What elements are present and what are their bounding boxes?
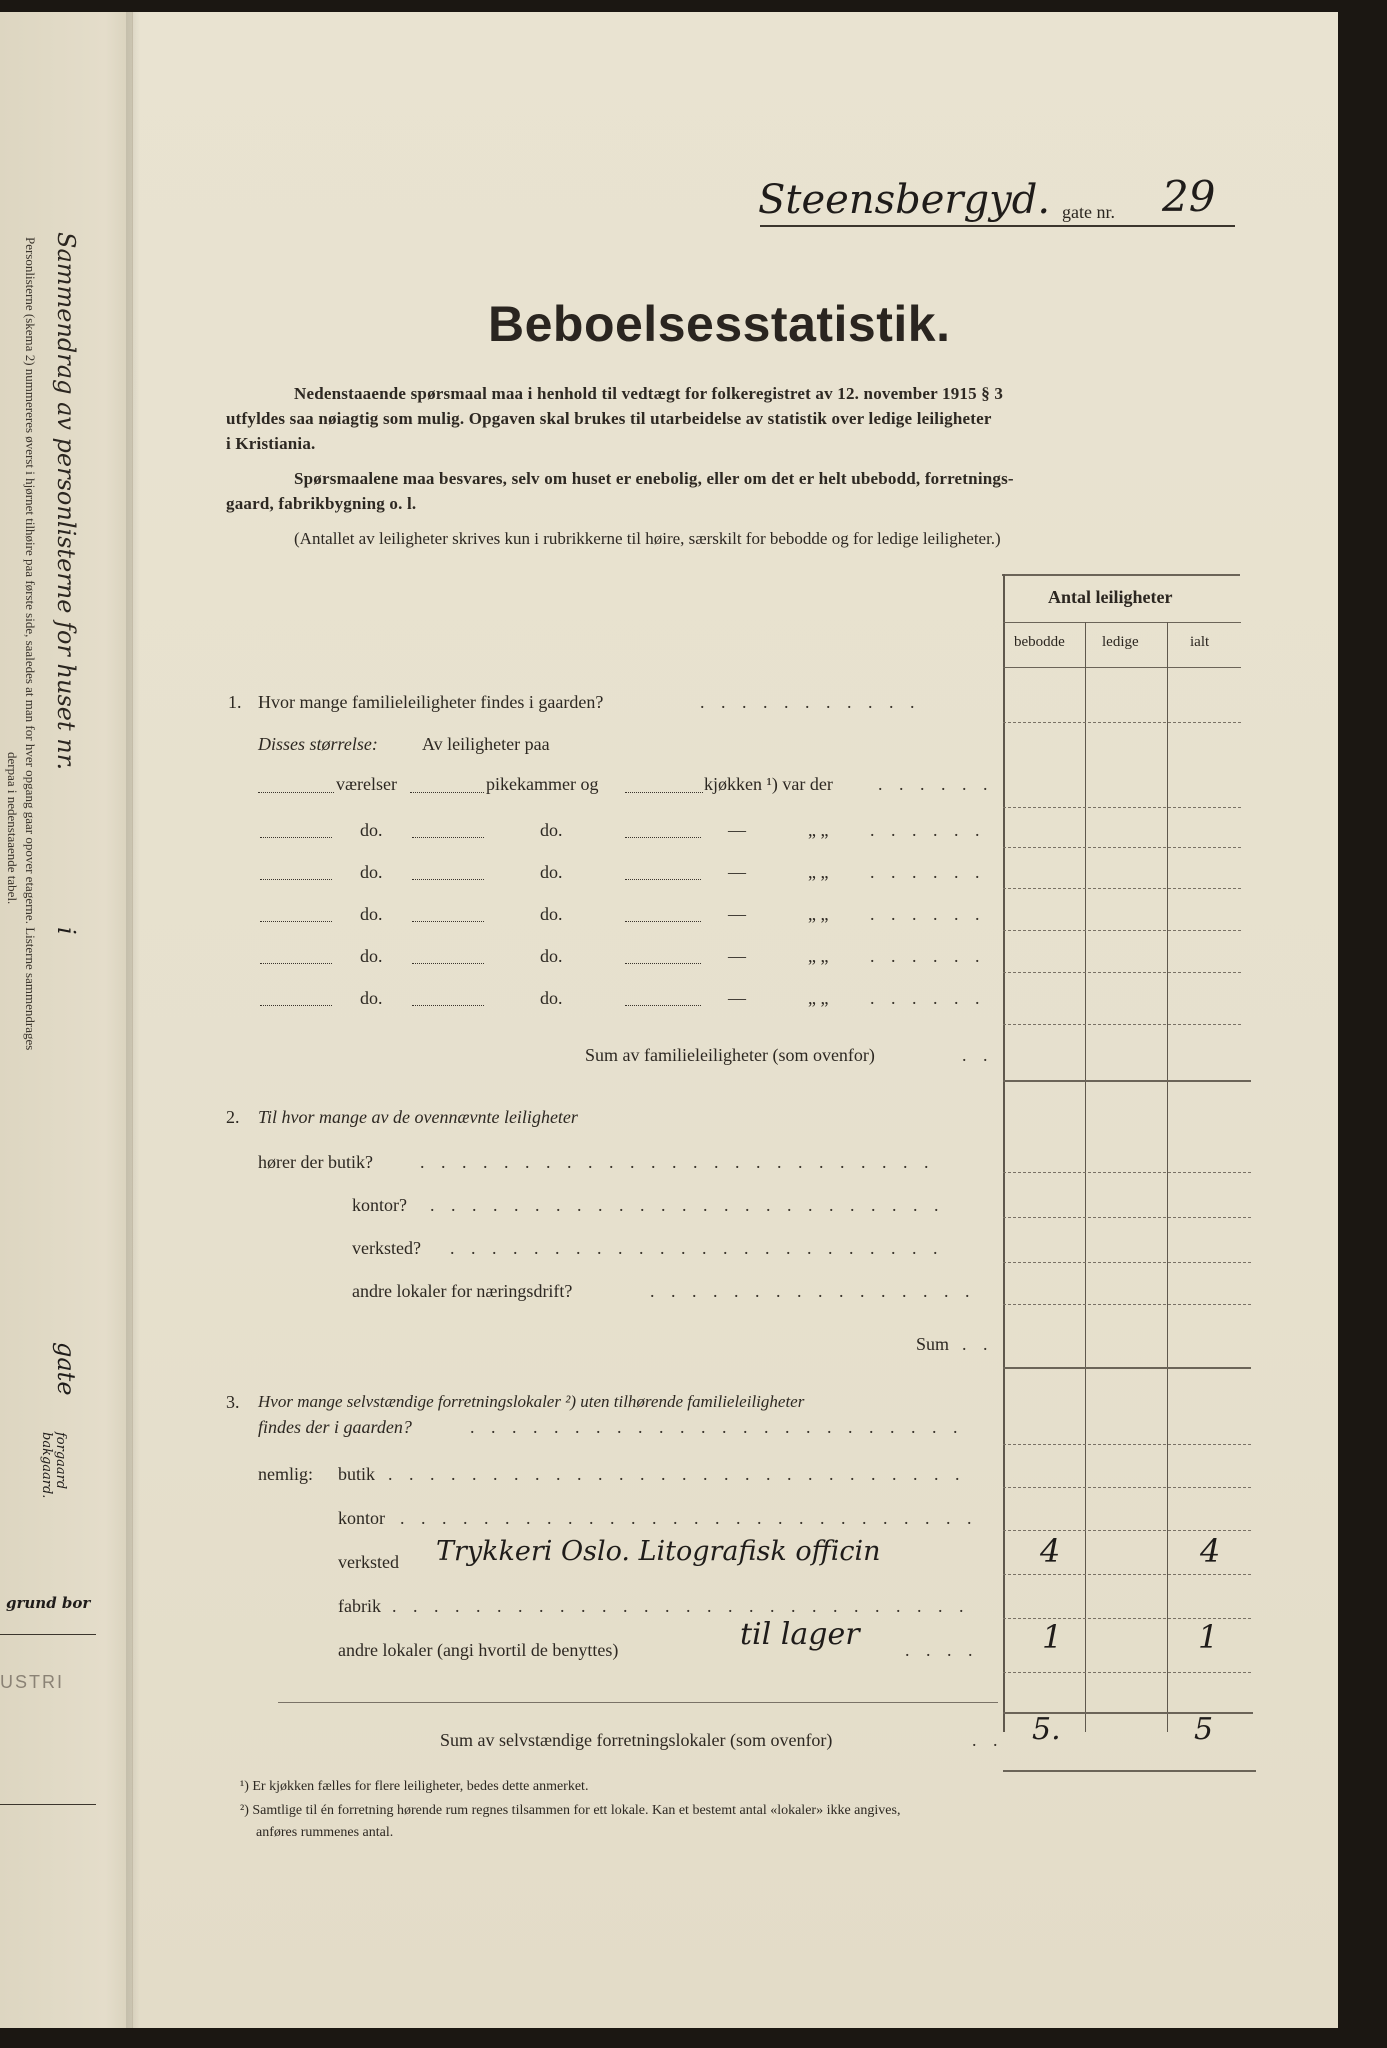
q3-verksted-bebodde: 4	[1040, 1532, 1061, 1570]
page-fold-shadow	[126, 12, 140, 2028]
margin-instructions-2: derpaa i nedenstaaende tabel.	[5, 752, 20, 905]
header-underline	[760, 225, 1235, 227]
col-header-bebodde: bebodde	[1014, 634, 1065, 650]
margin-stamp: USTRI	[0, 1672, 64, 1692]
q3-sum-bebodde: 5.	[1032, 1712, 1061, 1747]
col-header-ialt: ialt	[1190, 634, 1210, 650]
q3-verksted: verksted	[338, 1552, 399, 1572]
q3-verksted-ialt: 4	[1200, 1532, 1221, 1570]
q1-dots: . . . . . . . . . . .	[700, 692, 921, 712]
q3-andre-handwritten: til lager	[740, 1617, 860, 1652]
col-header-ledige: ledige	[1102, 634, 1139, 650]
q2-butik: hører der butik?	[258, 1152, 373, 1172]
intro-line-4: Spørsmaalene maa besvares, selv om huset er enebolig, eller om det er helt ubebodd, forretnings-	[294, 469, 1014, 488]
intro-line-6: (Antallet av leiligheter skrives kun i rubrikkerne til høire, særskilt for bebodde og for ledige leiligheter.)	[294, 529, 1001, 548]
q2-number: 2.	[226, 1107, 240, 1127]
q1-row-do-1: do.	[360, 820, 383, 840]
q3-fabrik: fabrik	[338, 1596, 381, 1616]
street-name-handwritten: Steensbergyd.	[758, 177, 1051, 223]
margin-instructions: Personlisterne (skema 2) nummereres øverst i hjørnet tilhøire paa første side, saaledes at man for hver opgang gaar opover etagerne. Listerne sammendrages	[23, 237, 38, 1051]
q3-sum-ialt: 5	[1194, 1712, 1214, 1747]
q3-nemlig: nemlig:	[258, 1464, 313, 1484]
q3-text: Hvor mange selvstændige forretningslokaler ²) uten tilhørende familieleiligheter	[258, 1392, 805, 1411]
q1-text: Hvor mange familieleiligheter findes i gaarden?	[258, 692, 604, 712]
table-group-header: Antal leiligheter	[1048, 587, 1173, 607]
q1-kjokken: kjøkken ¹) var der	[704, 774, 833, 794]
margin-gate: gate	[52, 1342, 80, 1396]
q2-verksted: verksted?	[352, 1238, 421, 1258]
q3-verksted-handwritten: Trykkeri Oslo. Litografisk officin	[436, 1536, 881, 1567]
margin-forgaard: forgaard	[53, 1432, 68, 1490]
document-sheet: Sammendrag av personlisterne for huset nr. i gate forgaard bakgaard. Personlisterne (skema 2) nummereres øverst i hjørnet tilhøire paa første side, saaledes at man for hver opgang gaar opover etagerne. Listerne sammendrages derpaa i nedenstaaende tabel. grund bor USTRI Steensbergyd. gate nr. 29 Beboelsesstatistik. Nedenstaaende spørsmaal maa i henhold til vedtægt for folkeregistret av 12. november 1915 § 3 utfyldes saa nøiagtig som mulig. Opgaven skal brukes til utarbeidelse av statistik over ledige leiligheter i Kristiania. Spørsmaalene maa besvares, selv om huset er enebolig, eller om det er helt ubebodd, forretnings- gaard, fabrikbygning o. l. (Antallet av leiligheter skrives kun i rubrikkerne til høire, særskilt for bebodde og for ledige leiligheter.) Antal leiligheter bebodde ledige ialt 1. Hvor mange familieleiligheter findes i gaarden? . . . . . . . . . . . Disses størrelse: Av leiligheter paa værelser pikekammer og kjøkken ¹) var der . . . . . . do. do. — „ „ . . . . . . do. do. — „ „ . . . . . . do. do. — „ „ . . . . . . do. do. — „ „ . . . . . . do. do. — „ „ . . . . . . Sum av familieleiligheter (som ovenfor) . . 2. Til hvor mange av de ovennævnte leiligheter hører der butik? . . . . . . . . . . . . . . . . . . . . . . . . . kontor? . . . . . . . . . . . . . . . . . . . . . . . . . verksted? . . . . . . . . . . . . . . . . . . . . . . . . andre lokaler for næringsdrift? . . . . . . . . . . . . . . . . Sum . . 3. Hvor mange selvstændige forretningslokaler ²) uten tilhørende familieleiligheter findes der i gaarden? . . . . . . . . . . . . . . . . . . . . . . . . nemlig: butik . . . . . . . . . . . . . . . . . . . . . . . . . . . . kontor . . . . . . . . . . . . . . . . . . . . . . . . . . . . verksted Trykkeri Oslo. Litografisk officin 4 4 fabrik . . . . . . . . . . . . . . . . . . . . . . . . . . . . andre lokaler (angi hvortil de benyttes) til lager . . . . 1 1 Sum av selvstændige forretningslokaler (som ovenfor) . . 5. 5 ¹) Er kjøkken fælles for flere leiligheter, bedes dette anmerket. ²) Samtlige til én forretning hørende rum regnes tilsammen for ett lokale. Kan et bestemt antal «lokaler» ikke angives, anføres rummenes antal.	[0, 12, 1338, 2028]
intro-line-1: Nedenstaaende spørsmaal maa i henhold til vedtægt for folkeregistret av 12. november 1915 § 3	[294, 384, 1004, 403]
q1-pikekammer: pikekammer og	[486, 774, 599, 794]
footnote-2: ²) Samtlige til én forretning hørende rum regnes tilsammen for ett lokale. Kan et bestemt antal «lokaler» ikke angives,	[240, 1803, 901, 1818]
q2-andre: andre lokaler for næringsdrift?	[352, 1281, 573, 1301]
q3-andre-bebodde: 1	[1042, 1618, 1063, 1656]
intro-line-5: gaard, fabrikbygning o. l.	[226, 494, 417, 513]
margin-grund-bor: grund bor	[6, 1594, 91, 1612]
footnote-3: anføres rummenes antal.	[256, 1825, 394, 1840]
footnote-1: ¹) Er kjøkken fælles for flere leiligheter, bedes dette anmerket.	[240, 1779, 589, 1794]
q1-vaerelser: værelser	[336, 774, 397, 794]
margin-heading: Sammendrag av personlisterne for huset nr.	[52, 232, 80, 771]
q3-andre: andre lokaler (angi hvortil de benyttes)	[338, 1640, 619, 1660]
intro-line-2: utfyldes saa nøiagtig som mulig. Opgaven skal brukes til utarbeidelse av statistik over ledige leiligheter	[226, 409, 992, 428]
q2-sum: Sum	[916, 1334, 950, 1354]
margin-i: i	[52, 927, 80, 935]
q3-andre-ialt: 1	[1198, 1618, 1219, 1656]
q1-sub-text: Av leiligheter paa	[422, 734, 550, 754]
q2-text: Til hvor mange av de ovennævnte leiligheter	[258, 1107, 578, 1127]
gate-nr-label: gate nr.	[1062, 202, 1115, 222]
q1-sub-label: Disses størrelse:	[258, 734, 378, 754]
q2-kontor: kontor?	[352, 1195, 407, 1215]
margin-bakgaard: bakgaard.	[39, 1432, 54, 1499]
q3-kontor: kontor	[338, 1508, 385, 1528]
intro-line-3: i Kristiania.	[226, 434, 316, 453]
page-title: Beboelsesstatistik.	[488, 296, 951, 352]
q1-sum: Sum av familieleiligheter (som ovenfor)	[585, 1045, 875, 1065]
q3-butik: butik	[338, 1464, 376, 1484]
margin-rule-2	[0, 1804, 96, 1805]
q3-number: 3.	[226, 1392, 240, 1412]
q3-text-2: findes der i gaarden?	[258, 1417, 412, 1437]
q3-sum: Sum av selvstændige forretningslokaler (som ovenfor)	[440, 1730, 833, 1750]
q1-number: 1.	[228, 692, 242, 712]
house-number-handwritten: 29	[1162, 172, 1216, 221]
margin-rule	[0, 1634, 96, 1635]
